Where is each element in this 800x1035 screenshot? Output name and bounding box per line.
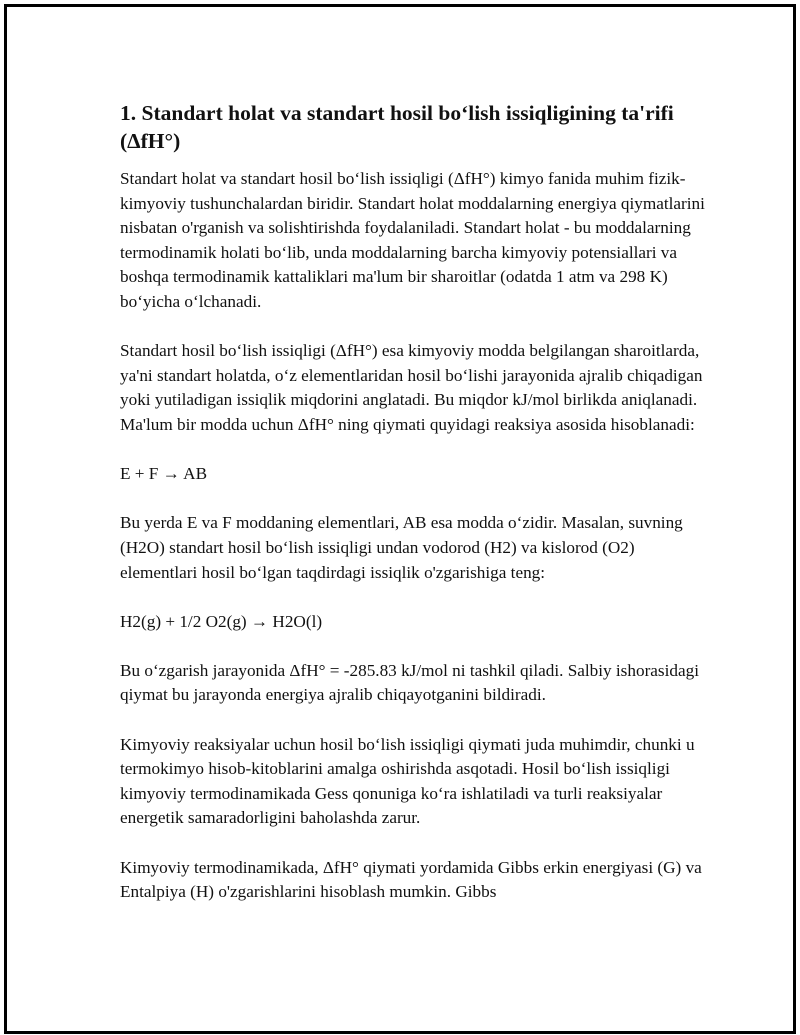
equation-general-reaction: E + F → AB	[120, 464, 208, 484]
page-frame	[4, 4, 796, 1034]
paragraph-importance: Kimyoviy reaksiyalar uchun hosil bo‘lish issiqligi qiymati juda muhimdir, chunki u termokimyo hisob-kitoblarini amalga oshirishda asqotadi. Hosil bo‘lish issiqligi kimyoviy termodinamikada Gess qonuniga ko‘ra ishlatiladi va turli reaksiyalar energetik samaradorligini baholashda zarur.	[120, 734, 695, 828]
paragraph-enthalpy-value: Bu o‘zgarish jarayonida ΔfH° = -285.83 kJ/mol ni tashkil qiladi. Salbiy ishorasidagi qiymat bu jarayonda energiya ajralib chiqayotganini bildiradi.	[120, 660, 699, 705]
paragraph-water-example: Bu yerda E va F moddaning elementlari, AB esa modda o‘zidir. Masalan, suvning (H2O) standart hosil bo‘lish issiqligi undan vodorod (H2) va kislorod (O2) elementlari hosil bo‘lgan taqdirdagi issiqlik o'zgarishiga teng:	[120, 513, 683, 582]
paragraph-standard-state: Standart holat va standart hosil bo‘lish issiqligi (ΔfH°) kimyo fanida muhim fizik-kimyoviy tushunchalardan biridir. Standart holat moddalarning energiya qiymatlarini nisbatan o'rganish va solishtirishda foydalaniladi. Standart holat - bu moddalarning termodinamik holati bo‘lib, unda moddalarning barcha kimyoviy potensiallari va boshqa termodinamik kattaliklari ma'lum bir sharoitlar (odatda 1 atm va 298 K) bo‘yicha o‘lchanadi.	[120, 169, 705, 311]
section-heading: 1. Standart holat va standart hosil bo‘lish issiqligining ta'rifi (ΔfH°)	[120, 101, 674, 153]
paragraph-gibbs: Kimyoviy termodinamikada, ΔfH° qiymati yordamida Gibbs erkin energiyasi (G) va Entalpiya (H) o'zgarishlarini hisoblash mumkin. Gibbs	[120, 857, 702, 902]
document-body	[120, 99, 710, 929]
equation-water-formation: H2(g) + 1/2 O2(g) → H2O(l)	[120, 611, 323, 631]
paragraph-formation-heat: Standart hosil bo‘lish issiqligi (ΔfH°) esa kimyoviy modda belgilangan sharoitlarda, ya'ni standart holatda, o‘z elementlaridan hosil bo‘lishi jarayonida ajralib chiqadigan yoki yutiladigan issiqlik miqdorini anglatadi. Bu miqdor kJ/mol birlikda aniqlanadi. Ma'lum bir modda uchun ΔfH° ning qiymati quyidagi reaksiya asosida hisoblanadi:	[120, 341, 703, 434]
